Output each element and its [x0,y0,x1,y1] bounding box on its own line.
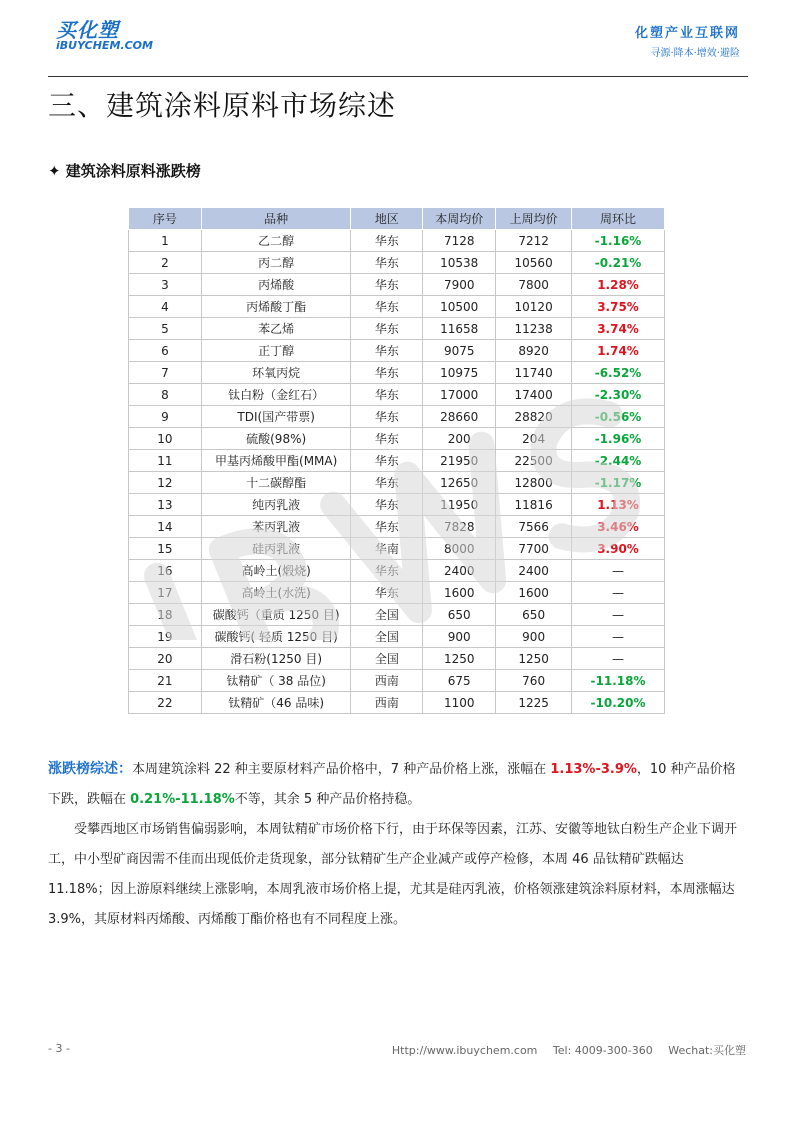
table-row [129,450,665,472]
table-cell: 十二碳醇酯 [201,472,351,494]
table-cell: — [572,560,665,582]
table-cell: — [572,604,665,626]
table-cell: 200 [423,428,496,450]
table-cell: 1250 [496,648,572,670]
table-cell: 纯丙乳液 [201,494,351,516]
table-cell: TDI(国产带票) [201,406,351,428]
table-cell: 丙烯酸丁酯 [201,296,351,318]
table-cell: 乙二醇 [201,230,351,252]
price-change-table [128,207,665,714]
table-cell: 9 [129,406,202,428]
table-cell: — [572,648,665,670]
table-cell: -10.20% [572,692,665,714]
table-cell: 7700 [496,538,572,560]
logo-cn-text: 买化塑 [56,18,119,42]
table-cell: 7212 [496,230,572,252]
summary-label: 涨跌榜综述： [48,761,132,777]
table-row [129,296,665,318]
up-range: 1.13%-3.9% [550,762,637,777]
brand-logo[interactable] [56,20,153,52]
table-cell: 1225 [496,692,572,714]
table-header-row [129,208,665,230]
table-cell: -2.44% [572,450,665,472]
table-cell: 7800 [496,274,572,296]
table-cell: 碳酸钙( 轻质 1250 目) [201,626,351,648]
table-cell: 675 [423,670,496,692]
table-cell: 1100 [423,692,496,714]
table-cell: 21 [129,670,202,692]
table-cell: 钛精矿（ 38 品位) [201,670,351,692]
table-cell: — [572,626,665,648]
table-cell: 7566 [496,516,572,538]
page-number: - 3 - [48,1042,70,1055]
table-cell: 碳酸钙（重质 1250 目) [201,604,351,626]
table-row [129,340,665,362]
table-cell: 6 [129,340,202,362]
summary-paragraph [48,754,748,815]
column-header: 上周均价 [496,208,572,230]
table-cell: 高岭土(水洗) [201,582,351,604]
footer-wechat: Wechat:买化塑 [668,1044,746,1057]
table-cell: 华东 [351,582,423,604]
table-cell: 9075 [423,340,496,362]
column-header: 周环比 [572,208,665,230]
table-cell: 8920 [496,340,572,362]
table-cell: 苯乙烯 [201,318,351,340]
table-cell: 900 [423,626,496,648]
table-cell: 10538 [423,252,496,274]
table-cell: 华东 [351,472,423,494]
table-cell: 丙烯酸 [201,274,351,296]
table-cell: 西南 [351,692,423,714]
table-cell: 14 [129,516,202,538]
table-cell: 2400 [423,560,496,582]
table-cell: 11 [129,450,202,472]
table-cell: 22500 [496,450,572,472]
footer-tel: Tel: 4009-300-360 [552,1044,653,1057]
table-cell: 17000 [423,384,496,406]
table-cell: 3.75% [572,296,665,318]
table-cell: 全国 [351,648,423,670]
table-cell: 11740 [496,362,572,384]
table-row [129,406,665,428]
table-cell: -1.16% [572,230,665,252]
table-cell: 650 [496,604,572,626]
table-cell: — [572,582,665,604]
table-cell: 7128 [423,230,496,252]
table-cell: 16 [129,560,202,582]
table-cell: 苯丙乳液 [201,516,351,538]
section-title: 三、建筑涂料原料市场综述 [48,89,397,122]
table-cell: 华东 [351,428,423,450]
footer-contact [380,1042,746,1058]
summary-text-2: ，10 种产品价格下跌，跌幅在 [48,762,736,807]
table-row [129,318,665,340]
site-tagline [635,22,740,59]
table-row [129,494,665,516]
table-cell: 19 [129,626,202,648]
table-cell: 11658 [423,318,496,340]
table-cell: 21950 [423,450,496,472]
table-cell: 3 [129,274,202,296]
table-cell: 11238 [496,318,572,340]
summary-text-1: 本周建筑涂料 22 种主要原材料产品价格中，7 种产品价格上涨，涨幅在 [132,762,551,777]
table-row [129,362,665,384]
table-cell: 11950 [423,494,496,516]
table-cell: 环氧丙烷 [201,362,351,384]
table-cell: 华东 [351,384,423,406]
table-row [129,626,665,648]
table-row [129,252,665,274]
summary-text-3: 不等，其余 5 种产品价格持稳。 [234,792,421,807]
table-row [129,428,665,450]
table-cell: 15 [129,538,202,560]
table-cell: 8000 [423,538,496,560]
table-cell: -1.17% [572,472,665,494]
table-cell: 1.74% [572,340,665,362]
down-range: 0.21%-11.18% [130,792,235,807]
table-cell: 华东 [351,450,423,472]
table-cell: 2 [129,252,202,274]
table-cell: 华东 [351,274,423,296]
table-cell: 全国 [351,626,423,648]
table-row [129,472,665,494]
table-cell: 硫酸(98%) [201,428,351,450]
table-cell: 华东 [351,252,423,274]
table-cell: 华东 [351,406,423,428]
table-cell: 丙二醇 [201,252,351,274]
table-cell: 17400 [496,384,572,406]
table-row [129,384,665,406]
table-cell: 3.90% [572,538,665,560]
table-row [129,274,665,296]
table-cell: -1.96% [572,428,665,450]
table-cell: 华东 [351,318,423,340]
table-cell: -0.56% [572,406,665,428]
analysis-paragraph: 受攀西地区市场销售偏弱影响，本周钛精矿市场价格下行，由于环保等因素，江苏、安徽等地钛白粉生产企业下调开工，中小型矿商因需不佳而出现低价走货现象，部分钛精矿生产企业减产或停产检修，本周 46 品钛精矿跌幅达 11.18%；因上游原料继续上涨影响，本周乳液市场价格上提，尤其是硅丙乳液，价格领涨建筑涂料原材料，本周涨幅达 3.9%，其原材料丙烯酸、丙烯酸丁酯价格也有不同程度上涨。 [48,822,738,927]
table-cell: 1600 [423,582,496,604]
table-cell: 1.13% [572,494,665,516]
column-header: 序号 [129,208,202,230]
table-cell: 1250 [423,648,496,670]
table-cell: 13 [129,494,202,516]
table-cell: 650 [423,604,496,626]
table-cell: 钛精矿（46 品味) [201,692,351,714]
table-row [129,560,665,582]
table-cell: 28660 [423,406,496,428]
table-cell: -11.18% [572,670,665,692]
table-cell: 204 [496,428,572,450]
table-cell: 1 [129,230,202,252]
table-cell: 10500 [423,296,496,318]
table-cell: 12800 [496,472,572,494]
table-cell: 全国 [351,604,423,626]
table-cell: 17 [129,582,202,604]
page-header [48,18,748,77]
table-cell: 12 [129,472,202,494]
table-cell: 3.74% [572,318,665,340]
table-cell: 西南 [351,670,423,692]
site-title: 化塑产业互联网 [634,26,740,41]
table-cell: 华南 [351,538,423,560]
column-header: 本周均价 [423,208,496,230]
table-body [129,230,665,714]
table-cell: 钛白粉（金红石） [201,384,351,406]
logo-en-text: iBUYCHEM.COM [56,39,153,52]
table-cell: 甲基丙烯酸甲酯(MMA) [201,450,351,472]
column-header: 地区 [351,208,423,230]
table-cell: 华东 [351,296,423,318]
table-cell: 11816 [496,494,572,516]
table-cell: 华东 [351,516,423,538]
table-cell: 900 [496,626,572,648]
table-cell: 760 [496,670,572,692]
table-cell: 1.28% [572,274,665,296]
table-cell: 7900 [423,274,496,296]
table-cell: 1600 [496,582,572,604]
table-cell: -0.21% [572,252,665,274]
table-cell: 5 [129,318,202,340]
table-cell: 7 [129,362,202,384]
table-cell: 10975 [423,362,496,384]
table-cell: 4 [129,296,202,318]
table-cell: 22 [129,692,202,714]
table-cell: 硅丙乳液 [201,538,351,560]
table-cell: 2400 [496,560,572,582]
table-cell: 华东 [351,340,423,362]
footer-url-link[interactable]: Http://www.ibuychem.com [391,1044,538,1057]
subsection-title: ✦ 建筑涂料原料涨跌榜 [48,162,201,180]
site-subtitle: 寻源·降本·增效·避险 [650,48,740,59]
table-cell: 华东 [351,494,423,516]
table-cell: 18 [129,604,202,626]
table-row [129,692,665,714]
table-cell: 滑石粉(1250 目) [201,648,351,670]
table-cell: -6.52% [572,362,665,384]
table-cell: 10560 [496,252,572,274]
table-cell: 12650 [423,472,496,494]
table-row [129,648,665,670]
table-cell: -2.30% [572,384,665,406]
table-row [129,516,665,538]
table-cell: 28820 [496,406,572,428]
table-cell: 正丁醇 [201,340,351,362]
table-row [129,670,665,692]
table-cell: 20 [129,648,202,670]
table-cell: 华东 [351,362,423,384]
column-header: 品种 [201,208,351,230]
table-cell: 10120 [496,296,572,318]
table-row [129,582,665,604]
table-cell: 高岭土(煅烧) [201,560,351,582]
table-cell: 3.46% [572,516,665,538]
table-row [129,538,665,560]
table-row [129,230,665,252]
table-row [129,604,665,626]
table-cell: 7828 [423,516,496,538]
table-cell: 10 [129,428,202,450]
table-cell: 华东 [351,560,423,582]
table-cell: 8 [129,384,202,406]
table-cell: 华东 [351,230,423,252]
